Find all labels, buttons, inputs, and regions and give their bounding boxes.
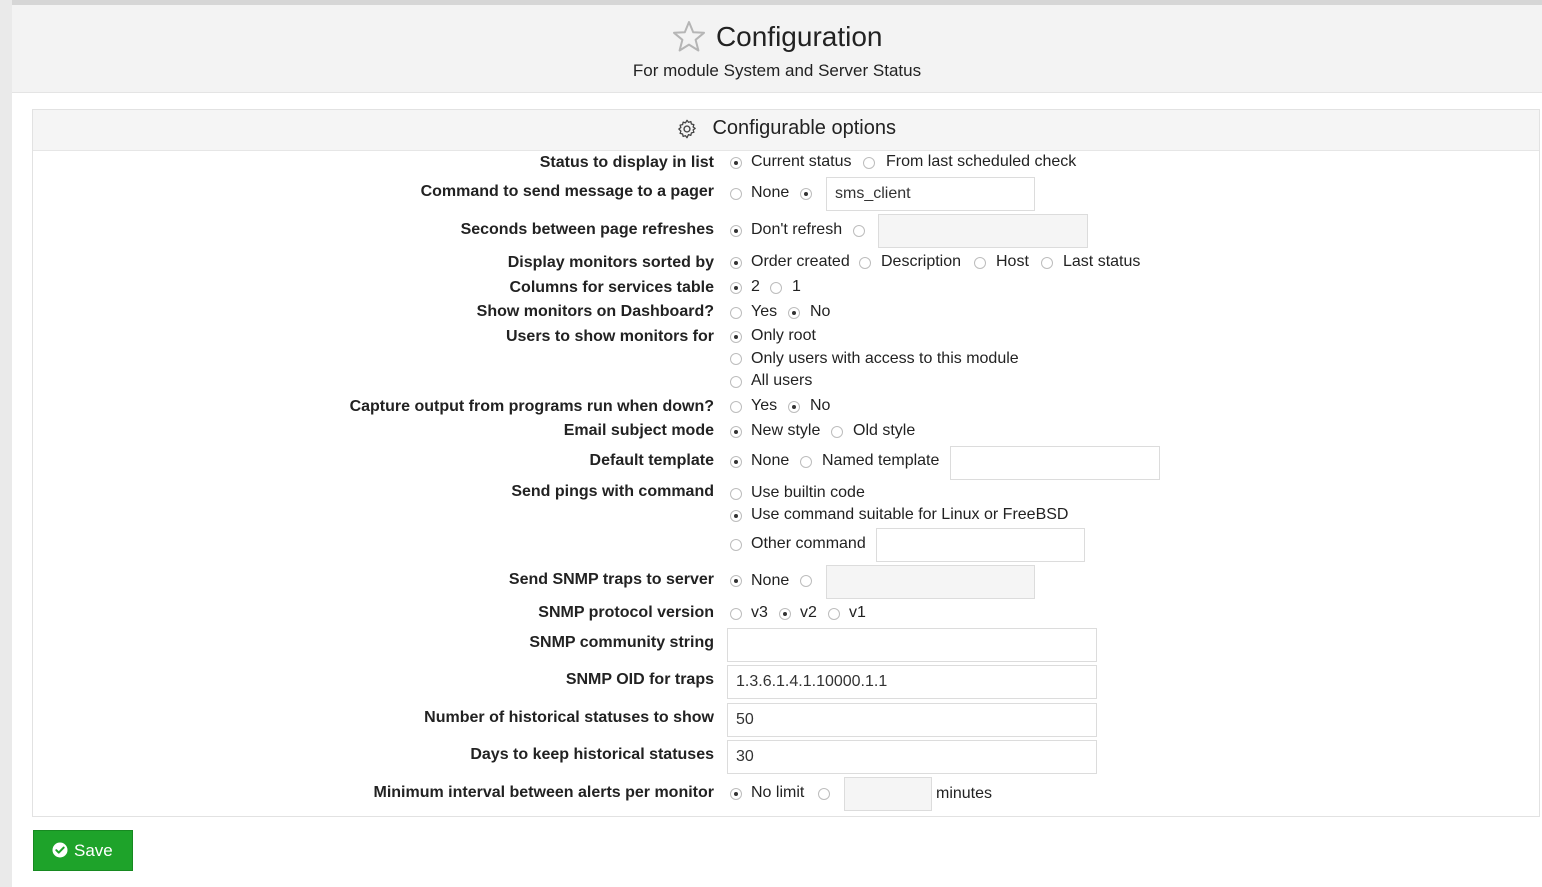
sort-description-label[interactable]: Description [881, 253, 962, 270]
service-columns-label: Columns for services table [509, 279, 714, 296]
sort-last-status-label[interactable]: Last status [1063, 253, 1141, 270]
status-display-label: Status to display in list [539, 154, 714, 171]
template-none-radio[interactable] [730, 456, 742, 468]
alert-interval-suffix: minutes [936, 785, 993, 802]
dashboard-no-radio[interactable] [788, 307, 800, 319]
refresh-none-radio[interactable] [730, 225, 742, 237]
snmp-v2-radio[interactable] [779, 608, 791, 620]
alert-custom-radio[interactable] [818, 788, 830, 800]
email-new-style-radio[interactable] [730, 426, 742, 438]
star-icon[interactable] [671, 19, 707, 55]
sort-host-label[interactable]: Host [996, 253, 1029, 270]
sort-monitors-label: Display monitors sorted by [507, 254, 714, 271]
title-row [12, 19, 1542, 55]
snmp-v3-radio[interactable] [730, 608, 742, 620]
capture-yes-radio[interactable] [730, 401, 742, 413]
capture-output-label: Capture output from programs run when down? [349, 398, 714, 415]
ping-other-input[interactable] [876, 528, 1085, 562]
ping-linux-radio[interactable] [730, 510, 742, 522]
panel-title: Configurable options [712, 117, 896, 139]
snmp-oid-input[interactable]: 1.3.6.1.4.1.10000.1.1 [727, 665, 1097, 699]
template-name-input[interactable] [950, 446, 1160, 480]
refresh-seconds-input[interactable] [878, 214, 1088, 248]
snmp-server-label: Send SNMP traps to server [508, 571, 714, 588]
status-current-radio[interactable] [730, 157, 742, 169]
refresh-seconds-label: Seconds between page refreshes [460, 221, 714, 238]
snmp-oid-label: SNMP OID for traps [565, 671, 714, 688]
status-current-label[interactable]: Current status [751, 153, 852, 170]
history-days-label: Days to keep historical statuses [470, 746, 714, 763]
snmp-version-label: SNMP protocol version [538, 604, 714, 621]
history-count-label: Number of historical statuses to show [424, 709, 714, 726]
alert-no-limit-label[interactable]: No limit [751, 784, 805, 801]
dashboard-yes-radio[interactable] [730, 307, 742, 319]
snmp-v3-label[interactable]: v3 [751, 604, 768, 621]
snmp-server-input[interactable] [826, 565, 1035, 599]
sort-description-radio[interactable] [859, 257, 871, 269]
alert-interval-label: Minimum interval between alerts per monitor [373, 784, 714, 801]
email-old-style-label[interactable]: Old style [853, 422, 916, 439]
snmp-v1-label[interactable]: v1 [849, 604, 866, 621]
email-subject-label: Email subject mode [563, 422, 714, 439]
columns-1-radio[interactable] [770, 282, 782, 294]
template-named-label[interactable]: Named template [822, 452, 940, 469]
snmp-server-none-label[interactable]: None [751, 572, 790, 589]
page-title: Configuration [715, 21, 883, 52]
check-circle-icon [52, 842, 68, 858]
users-all-radio[interactable] [730, 376, 742, 388]
pager-custom-radio[interactable] [800, 188, 812, 200]
save-button[interactable] [33, 830, 133, 871]
users-all-label[interactable]: All users [751, 372, 813, 389]
snmp-v1-radio[interactable] [828, 608, 840, 620]
alert-interval-input[interactable] [844, 777, 932, 811]
template-named-radio[interactable] [800, 456, 812, 468]
snmp-community-input[interactable] [727, 628, 1097, 662]
snmp-server-none-radio[interactable] [730, 575, 742, 587]
pager-command-label: Command to send message to a pager [420, 183, 714, 200]
save-button-label: Save [74, 841, 113, 860]
status-last-check-radio[interactable] [863, 157, 875, 169]
ping-other-label[interactable]: Other command [751, 535, 866, 552]
page-subtitle: For module System and Server Status [632, 61, 922, 80]
refresh-custom-radio[interactable] [853, 225, 865, 237]
pager-none-radio[interactable] [730, 188, 742, 200]
users-only-root-radio[interactable] [730, 331, 742, 343]
dashboard-yes-label[interactable]: Yes [751, 303, 778, 320]
pager-command-input[interactable]: sms_client [826, 177, 1035, 211]
dashboard-no-label[interactable]: No [810, 303, 831, 320]
ping-linux-label[interactable]: Use command suitable for Linux or FreeBSD [751, 506, 1069, 523]
ping-builtin-radio[interactable] [730, 488, 742, 500]
ping-other-radio[interactable] [730, 539, 742, 551]
columns-2-label[interactable]: 2 [751, 278, 760, 295]
page-header [12, 5, 1542, 93]
gear-icon [676, 118, 698, 140]
columns-2-radio[interactable] [730, 282, 742, 294]
email-old-style-radio[interactable] [831, 426, 843, 438]
refresh-none-label[interactable]: Don't refresh [751, 221, 843, 238]
history-count-input[interactable]: 50 [727, 703, 1097, 737]
capture-no-label[interactable]: No [810, 397, 831, 414]
pager-none-label[interactable]: None [751, 184, 790, 201]
sort-order-created-label[interactable]: Order created [751, 253, 850, 270]
panel-header [33, 110, 1539, 151]
capture-yes-label[interactable]: Yes [751, 397, 778, 414]
columns-1-label[interactable]: 1 [792, 278, 801, 295]
capture-no-radio[interactable] [788, 401, 800, 413]
ping-builtin-label[interactable]: Use builtin code [751, 484, 865, 501]
users-module-access-radio[interactable] [730, 353, 742, 365]
alert-no-limit-radio[interactable] [730, 788, 742, 800]
history-days-input[interactable]: 30 [727, 740, 1097, 774]
status-last-check-label[interactable]: From last scheduled check [886, 153, 1077, 170]
sort-last-status-radio[interactable] [1041, 257, 1053, 269]
ping-command-label: Send pings with command [511, 483, 714, 500]
sort-order-created-radio[interactable] [730, 257, 742, 269]
template-none-label[interactable]: None [751, 452, 790, 469]
left-sidebar-strip [0, 0, 12, 887]
sort-host-radio[interactable] [974, 257, 986, 269]
dashboard-monitors-label: Show monitors on Dashboard? [476, 303, 714, 320]
users-show-label: Users to show monitors for [505, 328, 714, 345]
snmp-v2-label[interactable]: v2 [800, 604, 817, 621]
email-new-style-label[interactable]: New style [751, 422, 821, 439]
snmp-community-label: SNMP community string [529, 634, 714, 651]
default-template-label: Default template [589, 452, 714, 469]
users-module-access-label[interactable]: Only users with access to this module [751, 350, 1019, 367]
users-only-root-label[interactable]: Only root [751, 327, 816, 344]
snmp-server-custom-radio[interactable] [800, 575, 812, 587]
